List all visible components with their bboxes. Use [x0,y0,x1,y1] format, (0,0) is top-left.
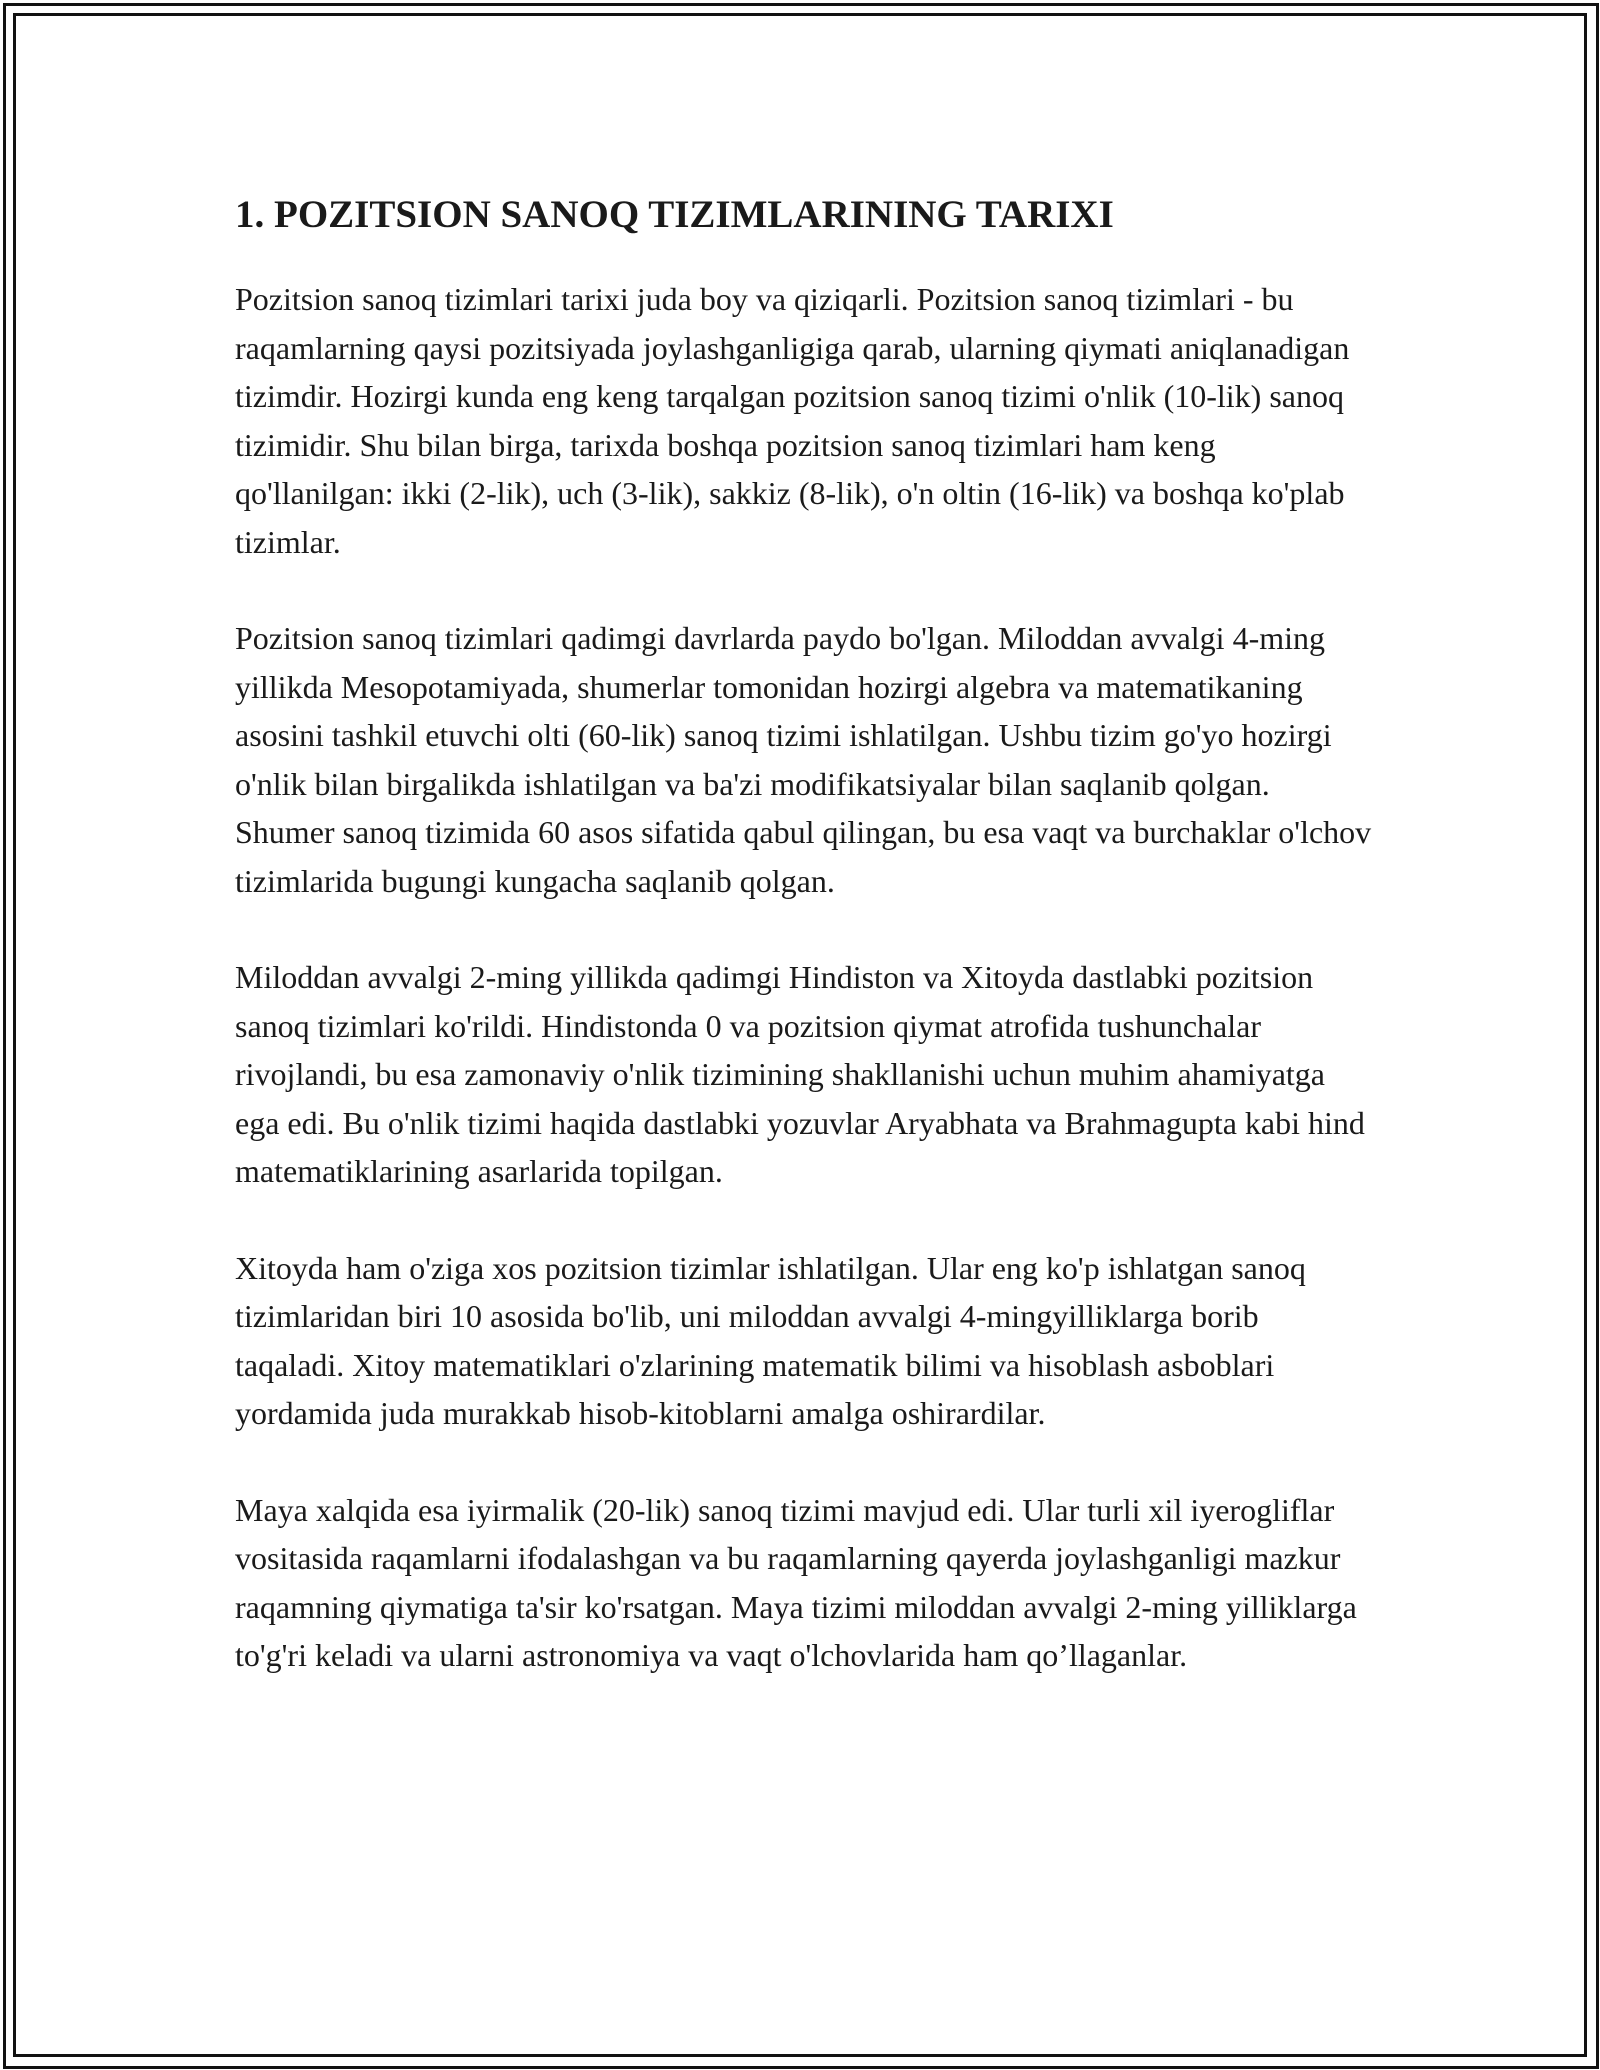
paragraph-maya: Maya xalqida esa iyirmalik (20-lik) sanoq tizimi mavjud edi. Ular turli xil iyerogliflar vositasida raqamlarni ifodalashgan va bu raqamlarning qayerda joylashganligi mazkur raqamning qiymatiga ta'sir ko'rsatgan. Maya tizimi miloddan avvalgi 2-ming yilliklarga to'g'ri keladi va ularni astronomiya va vaqt o'lchovlarida ham qo’llaganlar. [235,1491,1357,1673]
paragraph-intro: Pozitsion sanoq tizimlari tarixi juda boy va qiziqarli. Pozitsion sanoq tizimlari - bu raqamlarning qaysi pozitsiyada joylashganligiga qarab, ularning qiymati aniqlanadigan tizimdir. Hozirgi kunda eng keng tarqalgan pozitsion sanoq tizimi o'nlik (10-lik) sanoq tizimidir. Shu bilan birga, tarixda boshqa pozitsion sanoq tizimlari ham keng qo'llanilgan: ikki (2-lik), uch (3-lik), sakkiz (8-lik), o'n oltin (16-lik) va boshqa ko'plab tizimlar. [235,281,1350,560]
section-heading: 1. POZITSION SANOQ TIZIMLARINING TARIXI [235,193,1114,236]
paragraph-mesopotamia: Pozitsion sanoq tizimlari qadimgi davrlarda paydo bo'lgan. Miloddan avvalgi 4-ming yillikda Mesopotamiyada, shumerlar tomonidan hozirgi algebra va matematikaning asosini tashkil etuvchi olti (60-lik) sanoq tizimi ishlatilgan. Ushbu tizim go'yo hozirgi o'nlik bilan birgalikda ishlatilgan va ba'zi modifikatsiyalar bilan saqlanib qolgan. Shumer sanoq tizimida 60 asos sifatida qabul qilingan, bu esa vaqt va burchaklar o'lchov tizimlarida bugungi kungacha saqlanib qolgan. [235,620,1372,899]
paragraph-china: Xitoyda ham o'ziga xos pozitsion tizimlar ishlatilgan. Ular eng ko'p ishlatgan sanoq tizimlaridan biri 10 asosida bo'lib, uni miloddan avvalgi 4-mingyilliklarga borib taqaladi. Xitoy matematiklari o'zlarining matematik bilimi va hisoblash asboblari yordamida juda murakkab hisob-kitoblarni amalga oshirardilar. [235,1249,1306,1431]
document-body [235,185,1375,1728]
paragraph-india: Miloddan avvalgi 2-ming yillikda qadimgi Hindiston va Xitoyda dastlabki pozitsion sanoq tizimlari ko'rildi. Hindistonda 0 va pozitsion qiymat atrofida tushunchalar rivojlandi, bu esa zamonaviy o'nlik tizimining shakllanishi uchun muhim ahamiyatga ega edi. Bu o'nlik tizimi haqida dastlabki yozuvlar Aryabhata va Brahmagupta kabi hind matematiklarining asarlarida topilgan. [235,959,1365,1189]
